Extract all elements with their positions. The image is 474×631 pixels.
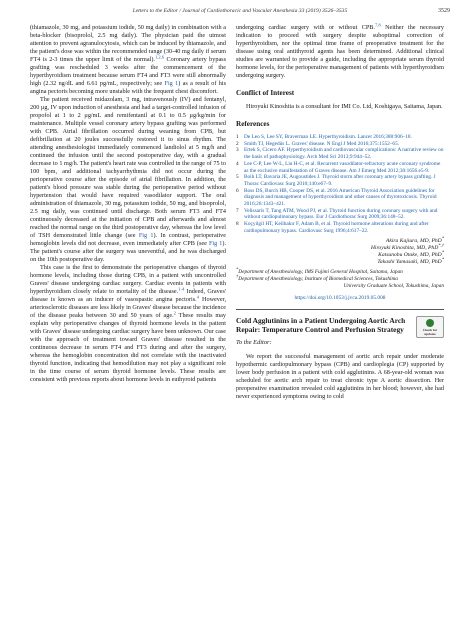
badge-label: Check for updates [422, 327, 438, 336]
citation-link[interactable]: 1,2,6 [154, 54, 165, 60]
paragraph: This case is the first to demonstrate the perioperative changes of thyroid hormone levels, including those during CPB, in a patient with uncontrolled Graves' disease undergoing cardiac surgery. Cardiac events in patients with hyperthyroidism closely relate to mortality of the disease.$^{1-4}$ Indeed, Graves' disease is known as an inducer of vasospastic angina pectoris.$^4$ However, arteriosclerotic diseases are less likely in Graves' disease because the incidence of the disease peaks between 30 and 50 years of age.$^2$ These results may explain why perioperative changes of thyroid hormone levels in the patient with Graves' disease undergoing cardiac surgery have been unknown. Our case with the approach of treatment toward Graves' disease resulted in the continuous decrease in serum FT4 and FT3 during and after the surgery, whereas the hemoglobin concentration did not correlate with the inactivated thyroid function, indicating that hemodilution may not play a significant role in the time course of serum thyroid hormone levels. These results are consistent with previous reports about hormone levels in euthyroid patients [30, 264, 226, 383]
running-header [30, 8, 450, 20]
reference-item[interactable] [236, 188, 444, 208]
reference-item[interactable] [236, 208, 444, 221]
author: Hiroyuki Kinoshita, MD, PhD*,† [370, 242, 444, 251]
reference-number: 2 [236, 140, 239, 147]
author: Takashi Yamasaki, MD, PhD* [377, 256, 444, 266]
journal-citation: Letters to the Editor / Journal of Cardiothoracic and Vascular Anesthesia 33 (2019) 3526–3535 [132, 8, 348, 14]
check-for-updates-badge[interactable] [416, 316, 444, 338]
left-column [30, 24, 226, 384]
figure-link[interactable]: Fig 1 [164, 80, 179, 87]
doi-link[interactable]: https://doi.org/10.1053/j.jvca.2019.05.008 [294, 295, 386, 302]
page-number: 3529 [438, 8, 450, 14]
reference-text[interactable]: Boih LT, Bavaria JE, Augoustides J. Thyroid storm after coronary artery bypass grafting. J Thorac Cardiovasc Surg 2010;140:e67–9. [244, 174, 436, 187]
figure-link[interactable]: Fig 1 [208, 240, 223, 247]
reference-text[interactable]: Velissaris T, Tang ATM, Wood PJ, et al. Thyroid function during coronary surgery with and without cardiopulmonary bypass. Eur J Cardiothorac Surg 2009;36:148–52. [244, 207, 438, 221]
article-title [236, 316, 444, 334]
right-column [236, 24, 444, 401]
reference-item[interactable] [236, 147, 444, 160]
citation-link[interactable]: 7,8 [374, 22, 381, 28]
paragraph: The patient received midazolam, 3 mg, intravenously (IV) and fentanyl, 200 µg, IV upon induction of anesthesia and had a target-controlled infusion of propofol at 1 to 2 µg/mL and remifentanil at 0.1 to 0.5 µg/kg/min for maintenance. Multiple vessel coronary artery bypass grafting was performed with CPB. Atrial fibrillation occurred during weaning from CPB, but defibrillation at 20 joules successfully restored it to sinus rhythm. The attending anesthesiologist immediately commenced landiolol at 5 mg/h and continued the infusion until the second postoperative day, with a gradual decrease to 1 mg/h. The patient's heart rate was controlled in the range of 75 to 100 bpm, and additional tachyarrhythmia did not occur during the perioperative course after the episode of atrial fibrillation. In addition, the patient's blood pressure was stable during the perioperative period without hypertension that would have required vasodilator support. The oral administration of thiamazole, 30 mg, potassium iodide, 50 mg, and bisoprolol, 2.5 mg daily, was continued until discharge. Both serum FT3 and FT4 continuously decreased at the initiation of CPB and afterwards and almost reached the normal range on the third postoperative day, whereas the low level of TSH demonstrated little change (see Fig 1). In contrast, perioperative hemoglobin levels did not decrease, even immediately after CPB (see Fig 1). The patient's course after the surgery was uneventful, and he was discharged on the 10th postoperative day. [30, 96, 226, 263]
reference-list [236, 134, 444, 235]
reference-text[interactable]: Lee C-P, Lee W-L, Liu H-C, et al. Recurrent vasodilator-refractory acute coronary syndrome as the exclusive manifestation of Graves disease. Am J Emerg Med 2012;30:1656.e5-9. [244, 160, 441, 174]
divider [236, 309, 444, 310]
reference-number: 5 [236, 174, 239, 181]
figure-link[interactable]: Fig 1 [138, 232, 154, 239]
reference-item[interactable] [236, 174, 444, 187]
reference-text[interactable]: De Leo S, Lee SY, Braverman LE. Hyperthyroidism. Lancet 2016;388:906–18. [244, 134, 412, 140]
affiliation-3: University Graduate School, Tokushima, Japan [343, 282, 444, 289]
reference-text[interactable]: Koçyilgil HT, Keilhakır F, Adam B, et al. Thyroid hormone alterations during and after cardiopulmonary bypass. Cardiovasc Surg 1996;4:617–22. [244, 221, 429, 234]
reference-number: 3 [236, 147, 239, 154]
conflict-heading: Conflict of Interest [236, 89, 295, 97]
reference-number: 7 [236, 207, 239, 214]
paragraph: (thiamazole, 30 mg, and potassium iodide, 50 mg daily) in combination with a beta-blocker (bisoprolol, 2.5 mg daily). The physician paid the utmost attention to prevent agranulocytosis, which can be induced by thiamazole, and the patient's dose was within the recommended range (30-40 mg daily if serum FT4 is 2-3 times the upper limit of the normal).$^{1,2,6}$ Coronary artery bypass grafting was rescheduled 3 weeks after the commencement of the hyperthyroidism treatment because serum FT4 and FT3 were still abnormally high (2.32 ng/dL and 6.61 pg/mL, respectively; see Fig 1) as a result of his angina pectoris becoming more unstable with the frequent chest discomfort. [30, 24, 227, 95]
affiliation-1: *Department of Anesthesiology, IMS Fujimi General Hospital, Saitama, Japan [236, 266, 403, 276]
affiliation-2: †Department of Anesthesiology, Institute of Biomedical Sciences, Tokushima [236, 273, 398, 282]
reference-item[interactable] [236, 221, 444, 234]
reference-text[interactable]: Smith TJ, Hegedüs L. Graves' disease. N Engl J Med 2016;375:1552–65. [244, 140, 400, 147]
reference-number: 4 [236, 160, 239, 167]
citation-link[interactable]: 4 [196, 294, 199, 300]
citation-link[interactable]: 1-4 [178, 286, 185, 292]
article-title-text: Cold Agglutinins in a Patient Undergoing Aortic Arch Repair: Temperature Control and Perfusion Strategy [236, 316, 406, 335]
author: Akira Kajiura, MD, PhD* [385, 235, 444, 244]
conflict-text: Hiroyuki Kinoshita is a consultant for IMI Co. Ltd, Koshigaya, Saitama, Japan. [246, 103, 443, 110]
paragraph: undergoing cardiac surgery with or without CPB.$^{7,8}$ Neither the necessary indication to proceed with surgery despite suboptimal correction of hyperthyroidism, nor the optimal time frame of preoperative treatment for the disease using oral antithyroid agents has been determined. Additional clinical studies are warranted to provide a guide, including the appropriate serum thyroid hormone levels, for the perioperative management of patients with hyperthyroidism undergoing surgery. [236, 22, 444, 79]
author-list [236, 235, 444, 267]
badge-icon [426, 319, 434, 327]
author: Katsunobu Otake, MD, PhD* [378, 249, 444, 258]
reference-number: 1 [236, 134, 239, 140]
affiliations [236, 266, 444, 289]
reference-item[interactable] [236, 161, 444, 174]
reference-item[interactable] [236, 134, 444, 141]
salutation: To the Editor: [236, 339, 272, 347]
reference-text[interactable]: Ross DS, Burch HB, Cooper DS, et al. 2016 American Thyroid Association guidelines for diagnosis and management of hyperthyroidism and other causes of thyrotoxicosis. Thyroid 2016;26:1343–421. [244, 187, 437, 208]
references-heading: References [236, 120, 270, 128]
reference-number: 8 [236, 221, 239, 228]
paragraph: We report the successful management of aortic arch repair under moderate hypothermic cardiopulmonary bypass (CPB) and cardioplegia (CP) supported by lower body perfusion in a patient with cold agglutinins. A 68-year-old woman was scheduled for aortic arch repair to treat chronic type A aortic dissection. Her preoperative examination revealed cold agglutinins in her blood; however, she had never experienced symptoms owing to cold [236, 353, 444, 401]
citation-link[interactable]: 2 [173, 310, 176, 316]
reference-text[interactable]: Ertek S, Cicero AF. Hyperthyroidism and cardiovascular complications: A narrative review on the basis of pathophysiology. Arch Med Sci 2013;9:944–52. [244, 147, 444, 161]
reference-item[interactable] [236, 141, 444, 148]
reference-number: 6 [236, 187, 239, 194]
